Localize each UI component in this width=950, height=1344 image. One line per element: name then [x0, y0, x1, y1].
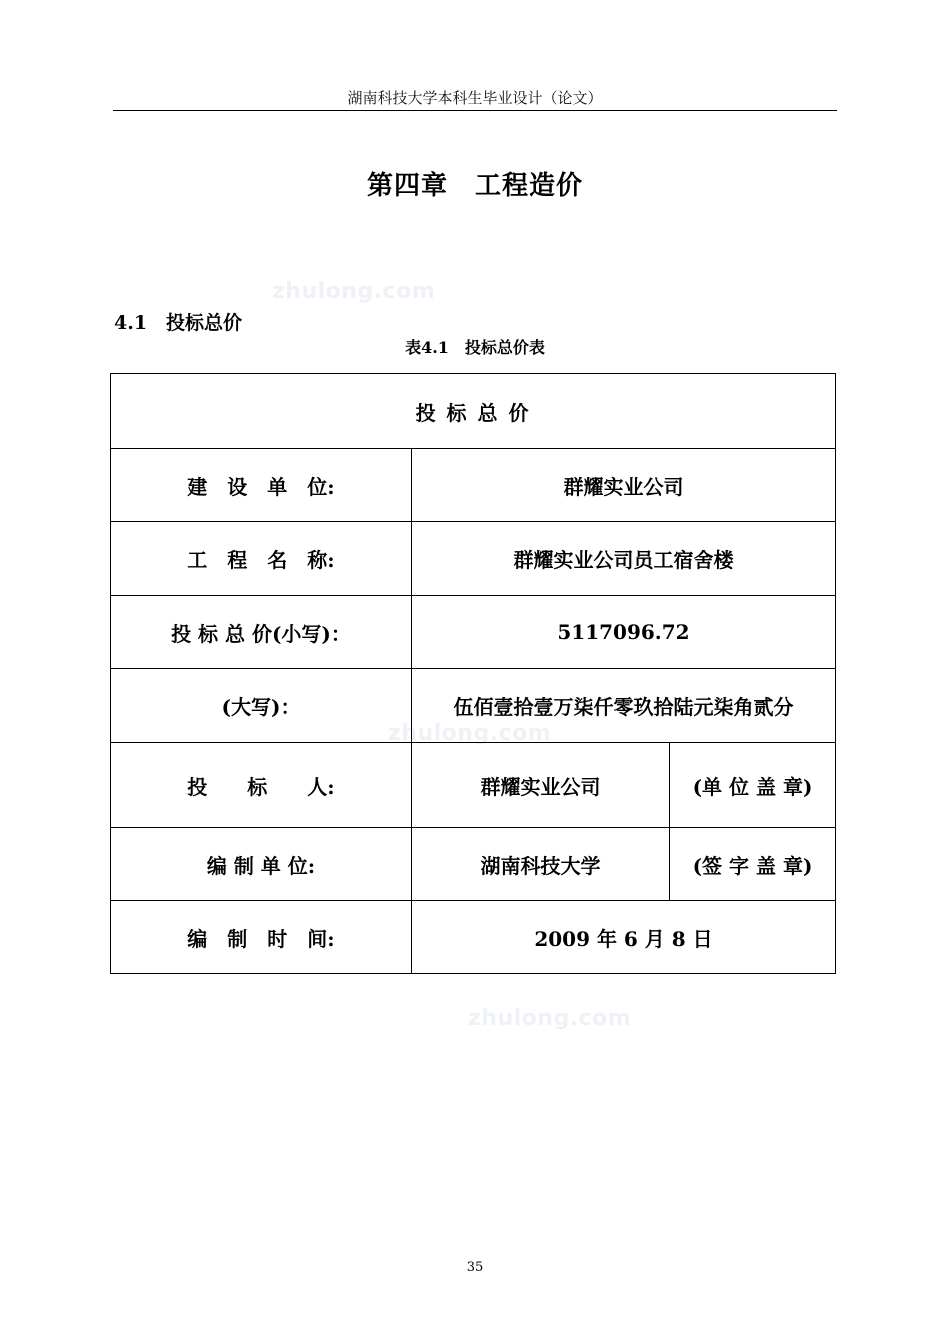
table-row	[111, 901, 836, 974]
table-row	[111, 522, 836, 596]
table-row	[111, 596, 836, 669]
row-label: (大写)：	[111, 669, 412, 743]
section-heading: 4.1 投标总价	[114, 312, 243, 334]
row-note: (单 位 盖 章)	[670, 743, 836, 828]
bid-price-table	[110, 373, 836, 974]
row-note: (签 字 盖 章)	[670, 828, 836, 901]
table-title-row	[111, 374, 836, 449]
page-number: 35	[466, 1260, 484, 1275]
row-label: 编 制 时 间:	[111, 901, 412, 974]
table-row	[111, 669, 836, 743]
row-value: 湖南科技大学	[412, 828, 670, 901]
row-value: 群耀实业公司	[412, 743, 670, 828]
table-row	[111, 828, 836, 901]
row-value: 伍佰壹拾壹万柒仟零玖拾陆元柒角贰分	[412, 669, 836, 743]
table-row	[111, 743, 836, 828]
row-label: 编 制 单 位:	[111, 828, 412, 901]
row-value: 5117096.72	[412, 596, 836, 669]
watermark-text: zhulong.com	[468, 1006, 632, 1031]
row-label: 工 程 名 称:	[111, 522, 412, 596]
watermark-text: zhulong.com	[388, 721, 552, 746]
page-header: 湖南科技大学本科生毕业设计（论文）	[113, 86, 837, 111]
table-caption: 表4.1 投标总价表	[405, 338, 545, 357]
row-label: 建 设 单 位:	[111, 449, 412, 522]
table-row	[111, 449, 836, 522]
table-title: 投 标 总 价	[111, 374, 836, 449]
row-value: 群耀实业公司员工宿舍楼	[412, 522, 836, 596]
row-value: 2009 年 6 月 8 日	[412, 901, 836, 974]
row-label: 投 标 人:	[111, 743, 412, 828]
watermark-text: zhulong.com	[272, 279, 436, 304]
chapter-title: 第四章 工程造价	[366, 171, 583, 201]
row-value: 群耀实业公司	[412, 449, 836, 522]
row-label: 投 标 总 价(小写)：	[111, 596, 412, 669]
